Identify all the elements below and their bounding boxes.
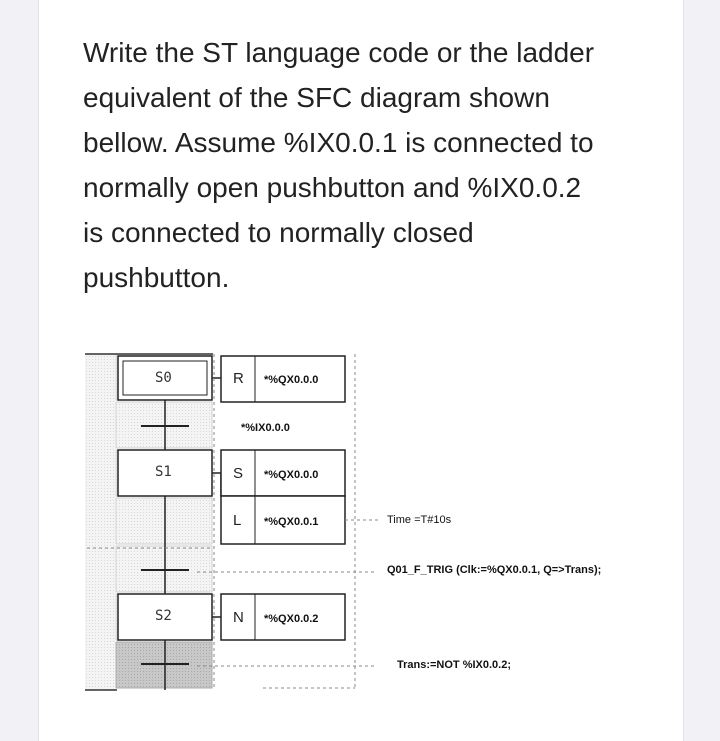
- grid-column: [85, 354, 115, 690]
- question-line: equivalent of the SFC diagram shown: [83, 82, 550, 113]
- question-line: normally open pushbutton and %IX0.0.2: [83, 172, 582, 203]
- sfc-diagram: [83, 350, 663, 700]
- time-note: Time =T#10s: [387, 514, 452, 526]
- action-qualifier: R: [233, 370, 244, 387]
- action-variable: *%QX0.0.0: [264, 374, 319, 386]
- question-line: is connected to normally closed: [83, 217, 474, 248]
- question-line: Write the ST language code or the ladder: [83, 37, 595, 68]
- question-line: pushbutton.: [83, 262, 230, 293]
- action-qualifier: S: [233, 465, 244, 482]
- transition-condition-1: *%IX0.0.0: [241, 422, 290, 434]
- action-variable: *%QX0.0.0: [264, 469, 319, 481]
- question-line: bellow. Assume %IX0.0.1 is connected to: [83, 127, 594, 158]
- action-variable: *%QX0.0.2: [264, 613, 319, 625]
- action-qualifier: N: [233, 609, 244, 626]
- trig-note: Q01_F_TRIG (Clk:=%QX0.0.1, Q=>Trans);: [387, 564, 602, 576]
- step-s2-label: S2: [155, 608, 172, 624]
- step-s0-label: S0: [155, 370, 172, 386]
- sfc-graphics: [83, 350, 663, 700]
- action-qualifier: L: [233, 512, 242, 529]
- question-text: [83, 30, 653, 300]
- step-s1-label: S1: [155, 464, 172, 480]
- trans-note: Trans:=NOT %IX0.0.2;: [397, 659, 512, 671]
- action-variable: *%QX0.0.1: [264, 516, 319, 528]
